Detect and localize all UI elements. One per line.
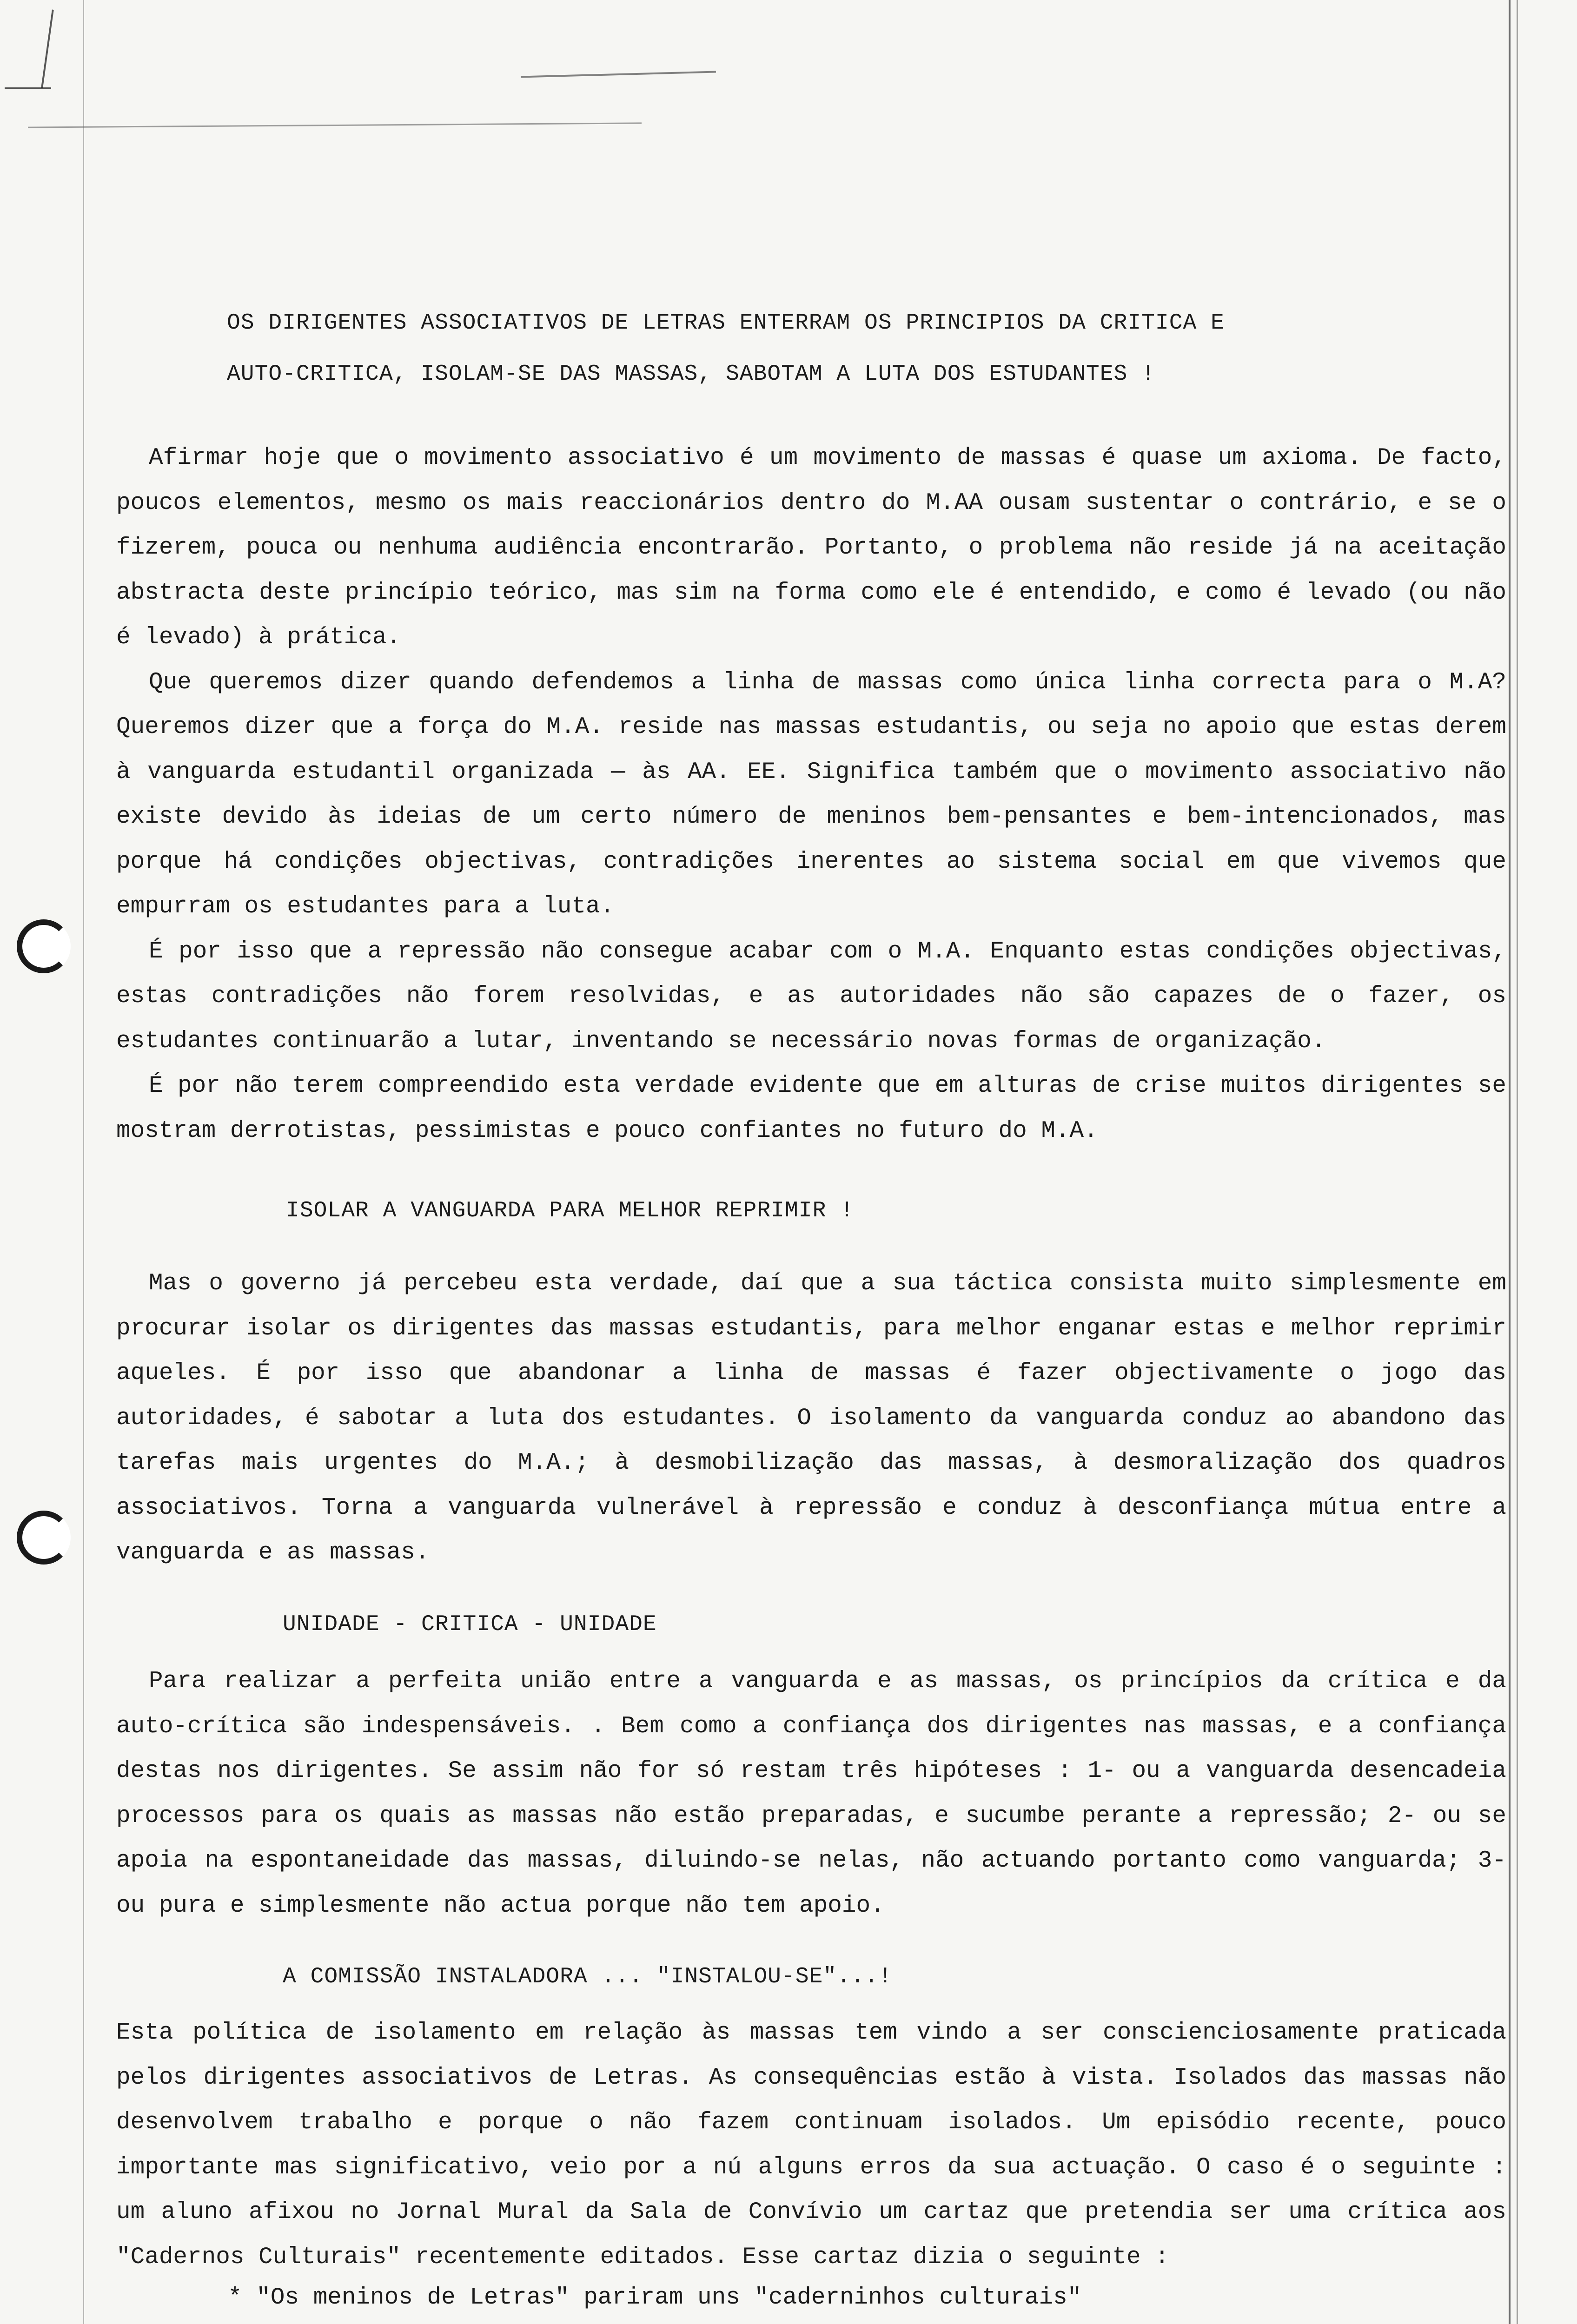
punch-hole (17, 919, 71, 973)
quote-line (228, 2320, 1432, 2324)
section-heading-unidade: UNIDADE - CRITICA - UNIDADE (283, 1612, 657, 1637)
section-paragraph: Esta política de isolamento em relação às massas tem vindo a ser conscienciosamente praticada pelos dirigentes associativos de Letras. As consequências estão à vista. Isolados das massas não desenvolvem trabalho e porque o não fazem continuam isolados. Um episódio recente, pouco importante mas significativo, veio por a nú alguns erros da sua actuação. O caso é o seguinte : um aluno afixou no Jornal Mural da Sala de Convívio um cartaz que pretendia ser uma crítica aos "Cadernos Culturais" recentemente editados. Esse cartaz dizia o seguinte : (116, 2020, 1506, 2271)
document-title (227, 297, 1389, 400)
intro-paragraph: Que queremos dizer quando defendemos a linha de massas como única linha correcta para o M.A? Queremos dizer que a força do M.A. reside nas massas estudantis, ou seja no apoio que estas derem à vanguarda estudantil organizada — às AA. EE. Significa também que o movimento associativo não existe devido às ideias de um certo número de meninos bem-pensantes e bem-intencionados, mas porque há condições objectivas, contradições inerentes ao sistema social em que vivemos que empurram os estudantes para a luta. (116, 669, 1506, 920)
page-edge-line (1517, 0, 1518, 2324)
quote-line: * "Os meninos de Letras" pariram uns "caderninhos culturais" (228, 2284, 1082, 2311)
title-line-2: AUTO-CRITICA, ISOLAM-SE DAS MASSAS, SABOTAM A LUTA DOS ESTUDANTES ! (227, 362, 1155, 387)
section-heading-comissao: A COMISSÃO INSTALADORA ... "INSTALOU-SE"...! (283, 1964, 893, 1989)
scan-line (28, 122, 642, 128)
page-edge-line (1509, 0, 1511, 2324)
section-isolar (116, 1261, 1506, 1576)
intro-section (116, 436, 1506, 1154)
section-unidade (116, 1659, 1506, 1928)
title-line-1: OS DIRIGENTES ASSOCIATIVOS DE LETRAS ENTERRAM OS PRINCIPIOS DA CRITICA E (227, 310, 1225, 336)
poster-quote (228, 2276, 1432, 2324)
section-paragraph: Mas o governo já percebeu esta verdade, daí que a sua táctica consista muito simplesmente em procurar isolar os dirigentes das massas estudantis, para melhor enganar estas e melhor reprimir aqueles. É por isso que abandonar a linha de massas é fazer objectivamente o jogo das autoridades, é sabotar a luta dos estudantes. O isolamento da vanguarda conduz ao abandono das tarefas mais urgentes do M.A.; à desmobilização das massas, à desmoralização dos quadros associativos. Torna a vanguarda vulnerável à repressão e conduz à desconfiança mútua entre a vanguarda e as massas. (116, 1270, 1506, 1566)
intro-paragraph: É por não terem compreendido esta verdade evidente que em alturas de crise muitos dirigentes se mostram derrotistas, pessimistas e pouco confiantes no futuro do M.A. (116, 1073, 1506, 1144)
scan-line (521, 71, 716, 78)
intro-paragraph: É por isso que a repressão não consegue acabar com o M.A. Enquanto estas condições objectivas, estas contradições não forem resolvidas, e as autoridades não são capazes de o fazer, os estudantes continuarão a lutar, inventando se necessário novas formas de organização. (116, 938, 1506, 1055)
quote-marker: * (228, 2284, 242, 2311)
section-comissao (116, 2011, 1506, 2280)
scan-mark (5, 87, 51, 89)
punch-hole (17, 1511, 71, 1565)
intro-paragraph: Afirmar hoje que o movimento associativo é um movimento de massas é quase um axioma. De facto, poucos elementos, mesmo os mais reaccionários dentro do M.AA ousam sustentar o contrário, e se o fizerem, pouca ou nenhuma audiência encontrarão. Portanto, o problema não reside já na aceitação abstracta deste princípio teórico, mas sim na forma como ele é entendido, e como é levado (ou não é levado) à prática. (116, 445, 1506, 651)
page-edge-line (83, 0, 84, 2324)
scan-mark (41, 10, 54, 88)
section-paragraph: Para realizar a perfeita união entre a vanguarda e as massas, os princípios da crítica e da auto-crítica são indespensáveis. . Bem como a confiança dos dirigentes nas massas, e a confiança destas nos dirigentes. Se assim não for só restam três hipóteses : 1- ou a vanguarda desencadeia processos para os quais as massas não estão preparadas, e sucumbe perante a repressão; 2- ou se apoia na espontaneidade das massas, diluindo-se nelas, não actuando portanto como vanguarda; 3- ou pura e simplesmente não actua porque não tem apoio. (116, 1668, 1506, 1919)
section-heading-isolar: ISOLAR A VANGUARDA PARA MELHOR REPRIMIR ! (286, 1198, 854, 1223)
